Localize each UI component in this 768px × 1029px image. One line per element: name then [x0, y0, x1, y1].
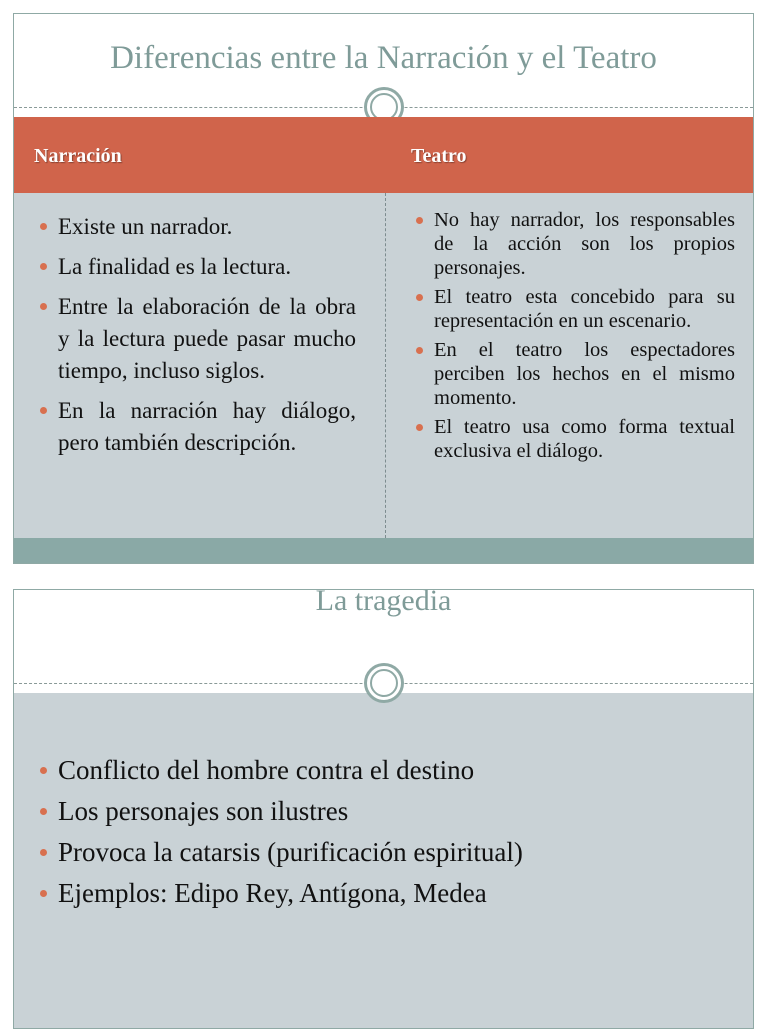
table-header [14, 117, 753, 193]
table-footer [14, 538, 753, 564]
list-item: Conflicto del hombre contra el destino [36, 750, 523, 791]
list-item: Ejemplos: Edipo Rey, Antígona, Medea [36, 873, 523, 914]
ring-ornament-icon [364, 663, 404, 703]
slide-tragedia [13, 589, 754, 1029]
list-item: Entre la elaboración de la obra y la lectura puede pasar mucho tiempo, incluso siglos. [36, 291, 356, 387]
list-item: La finalidad es la lectura. [36, 251, 356, 283]
list-item: En la narración hay diálogo, pero también descripción. [36, 395, 356, 459]
header-narracion: Narración [34, 145, 122, 167]
list-item: El teatro usa como forma textual exclusiva el diálogo. [412, 415, 735, 463]
slide-title: Diferencias entre la Narración y el Teatro [110, 40, 657, 76]
list-item: Los personajes son ilustres [36, 791, 523, 832]
teatro-list [412, 208, 735, 468]
list-item: Existe un narrador. [36, 211, 356, 243]
tragedia-list [36, 750, 523, 914]
column-separator [385, 193, 386, 538]
slide-differences [13, 13, 754, 564]
header-teatro: Teatro [411, 145, 467, 167]
list-item: Provoca la catarsis (purificación espiritual) [36, 832, 523, 873]
list-item: El teatro esta concebido para su representación en un escenario. [412, 285, 735, 333]
list-item: No hay narrador, los responsables de la acción son los propios personajes. [412, 208, 735, 280]
slide-title: La tragedia [315, 589, 452, 617]
list-item: En el teatro los espectadores perciben los hechos en el mismo momento. [412, 338, 735, 410]
narracion-list [36, 211, 356, 467]
